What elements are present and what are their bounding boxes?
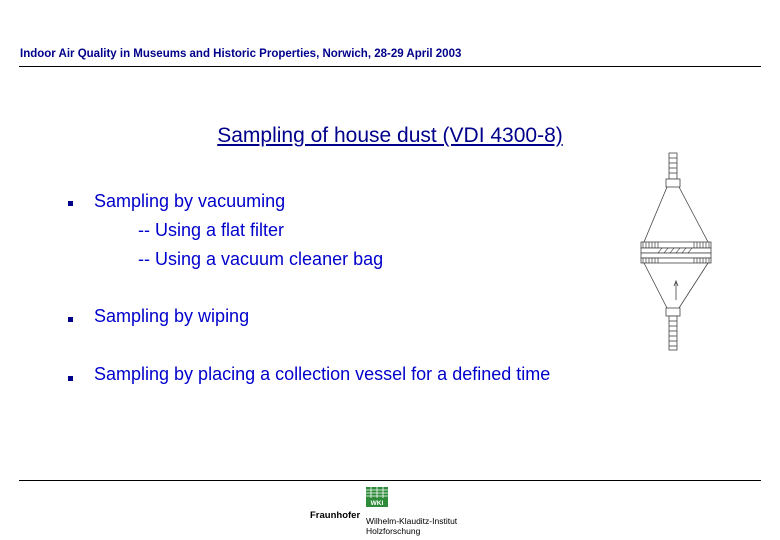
institute-line-2: Holzforschung <box>366 526 421 536</box>
sub-item: -- Using a vacuum cleaner bag <box>138 249 384 269</box>
bullet-item: Sampling by wiping <box>94 306 250 326</box>
bullet-item: Sampling by placing a collection vessel for a defined time <box>94 364 551 384</box>
bullet-item: Sampling by vacuuming <box>94 191 286 211</box>
bullet-marker <box>68 201 73 206</box>
fraunhofer-logo-icon <box>366 487 388 507</box>
bullet-marker <box>68 317 73 322</box>
footer-divider <box>19 480 761 481</box>
institute-line-1: Wilhelm-Klauditz-Institut <box>366 516 458 526</box>
conference-header: Indoor Air Quality in Museums and Historic Properties, Norwich, 28-29 April 2003 <box>20 48 462 60</box>
fraunhofer-wordmark: Fraunhofer <box>310 510 361 521</box>
wki-logo-text: WKI <box>370 500 384 507</box>
bullet-marker <box>68 376 73 381</box>
filter-holder-illustration <box>636 150 716 355</box>
institute-name <box>366 516 457 536</box>
slide-title: Sampling of house dust (VDI 4300-8) <box>217 124 563 147</box>
sub-item: -- Using a flat filter <box>138 220 285 240</box>
